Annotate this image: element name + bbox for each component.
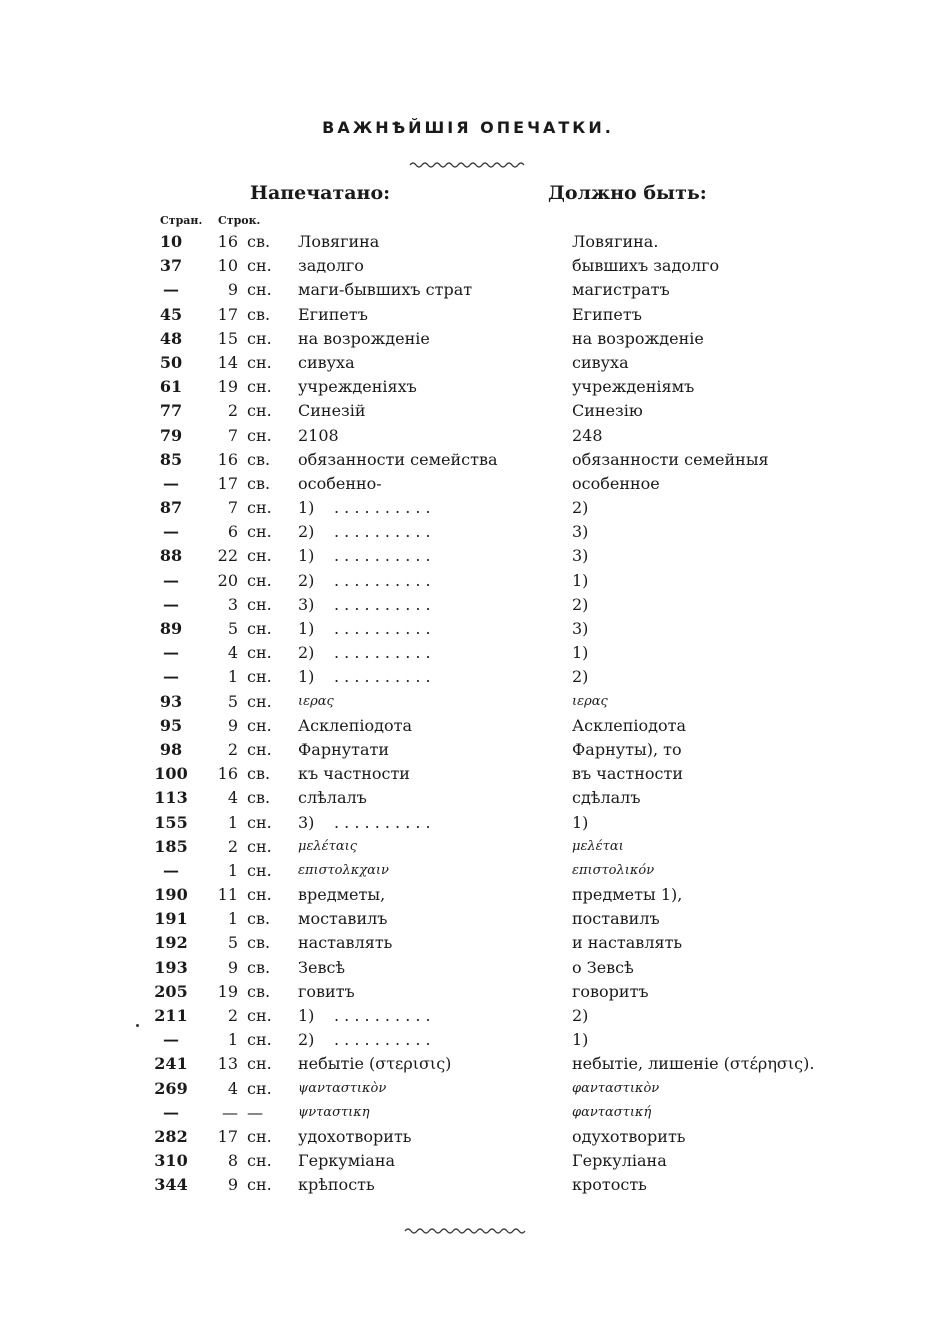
line-direction: — [247, 1102, 263, 1122]
page-number: 50 [159, 352, 183, 372]
table-row [0, 956, 936, 980]
page-number: — [163, 860, 179, 880]
line-column-header: Строк. [218, 214, 261, 227]
printed-text: 3) [298, 812, 315, 832]
line-direction: сн. [247, 1175, 272, 1195]
line-number: 6 [227, 522, 238, 542]
line-number: 7 [227, 425, 238, 445]
line-direction: сн. [247, 377, 272, 397]
page-number: 282 [154, 1126, 188, 1146]
table-row [0, 351, 936, 375]
printed-text: 3) [298, 594, 315, 614]
line-number: 9 [227, 1175, 238, 1195]
line-number: 5 [227, 933, 238, 953]
correct-text: 2) [572, 594, 589, 614]
line-direction: сн. [247, 425, 272, 445]
line-direction: сн. [247, 667, 272, 687]
line-number: 2 [227, 739, 238, 759]
line-number: 1 [227, 909, 238, 929]
table-row [0, 786, 936, 810]
page-number: — [163, 667, 179, 687]
correct-text: Ловягина. [572, 232, 659, 251]
correct-text: 248 [572, 425, 603, 445]
printed-text: задолго [298, 256, 364, 276]
line-direction: сн. [247, 691, 272, 711]
page-number: 211 [154, 1006, 188, 1025]
line-direction: св. [247, 933, 271, 953]
printed-text: 1) [298, 498, 315, 518]
correct-text: 3) [572, 522, 589, 542]
correct-text: επιστολικόν [572, 862, 655, 878]
line-number: 3 [227, 594, 238, 614]
page-number: 241 [154, 1054, 188, 1074]
line-number: 4 [227, 1078, 238, 1098]
table-row [0, 617, 936, 641]
printed-text: Синезій [298, 401, 366, 421]
printed-text: 1) [298, 1006, 315, 1025]
line-number: 10 [217, 256, 238, 276]
line-number: 2 [227, 836, 238, 856]
line-direction: сн. [247, 836, 272, 856]
correct-text: въ частности [572, 764, 683, 784]
printed-text: наставлять [298, 933, 393, 953]
table-row [0, 1173, 936, 1197]
page-title: ВАЖНѢЙШІЯ ОПЕЧАТКИ. [322, 118, 614, 137]
correct-text: и наставлять [572, 933, 683, 953]
table-row [0, 569, 936, 593]
printed-text: 2) [298, 1030, 315, 1050]
printed-text: моставилъ [298, 909, 388, 929]
printed-text: учрежденіяхъ [298, 377, 417, 397]
printed-text: говитъ [298, 981, 355, 1001]
line-direction: сн. [247, 1030, 272, 1050]
table-row [0, 641, 936, 665]
correct-text: сивуха [572, 352, 629, 372]
line-direction: сн. [247, 1006, 272, 1025]
correct-text: 2) [572, 667, 589, 687]
line-direction: сн. [247, 619, 272, 638]
dot-leader: . . . . . . . . . . [334, 643, 431, 663]
dot-leader: . . . . . . . . . . [334, 498, 431, 518]
table-row [0, 1149, 936, 1173]
page-number: 79 [159, 425, 183, 445]
table-row [0, 811, 936, 835]
line-number: 16 [217, 764, 238, 784]
dot-leader: . . . . . . . . . . [334, 1030, 431, 1050]
line-number: 15 [217, 328, 238, 348]
printed-text: ψανταστικὸν [298, 1080, 387, 1096]
printed-text: вредметы, [298, 885, 386, 905]
line-direction: сн. [247, 401, 272, 421]
correct-text: на возрожденіе [572, 328, 704, 348]
dot-leader: . . . . . . . . . . [334, 546, 431, 566]
page-number: 89 [159, 619, 183, 638]
table-row [0, 424, 936, 448]
printed-text: небытіе (στερισις) [298, 1054, 452, 1074]
page-number: 205 [154, 981, 188, 1001]
line-direction: сн. [247, 812, 272, 832]
line-direction: сн. [247, 594, 272, 614]
line-number: 1 [227, 1030, 238, 1050]
line-direction: сн. [247, 256, 272, 276]
page-number: — [163, 570, 179, 590]
table-row [0, 738, 936, 762]
printed-text: особенно- [298, 473, 382, 493]
line-direction: сн. [247, 1126, 272, 1146]
line-direction: сн. [247, 546, 272, 566]
line-direction: сн. [247, 352, 272, 372]
dot-leader: . . . . . . . . . . [334, 1006, 431, 1025]
table-row [0, 496, 936, 520]
printed-column-header: Напечатано: [250, 182, 391, 204]
printed-text: 2) [298, 643, 315, 663]
page-number: 190 [154, 885, 188, 905]
correct-text: особенное [572, 473, 660, 493]
line-number: 2 [227, 1006, 238, 1025]
page-number: — [163, 594, 179, 614]
correct-text: 1) [572, 1030, 589, 1050]
page-number: 37 [159, 256, 183, 276]
line-direction: сн. [247, 1078, 272, 1098]
line-number: 17 [217, 473, 238, 493]
correct-text: 1) [572, 812, 589, 832]
line-direction: сн. [247, 280, 272, 300]
table-row [0, 883, 936, 907]
page-number: 88 [159, 546, 183, 566]
page-number: — [163, 643, 179, 663]
line-direction: сн. [247, 860, 272, 880]
line-number: 4 [227, 788, 238, 808]
should-be-column-header: Должно быть: [548, 182, 707, 204]
page-number: 93 [159, 691, 183, 711]
page-number: 61 [159, 377, 183, 397]
correct-text: Синезію [572, 401, 643, 421]
line-direction: сн. [247, 1151, 272, 1171]
correct-text: говоритъ [572, 981, 649, 1001]
dot-leader: . . . . . . . . . . [334, 667, 431, 687]
table-row [0, 907, 936, 931]
line-direction: св. [247, 232, 271, 251]
table-row [0, 690, 936, 714]
correct-text: бывшихъ задолго [572, 256, 720, 276]
line-direction: св. [247, 449, 271, 469]
stray-mark [136, 1024, 139, 1027]
line-direction: сн. [247, 498, 272, 518]
correct-text: 1) [572, 643, 589, 663]
printed-text: Фарнутати [298, 739, 390, 759]
line-direction: сн. [247, 1054, 272, 1074]
printed-text: Ловягина [298, 232, 380, 251]
line-number: 1 [227, 812, 238, 832]
page-number: — [163, 522, 179, 542]
line-number: 14 [217, 352, 238, 372]
line-number: 16 [217, 449, 238, 469]
printed-text: слѣлалъ [298, 788, 367, 808]
line-direction: сн. [247, 643, 272, 663]
line-number: 1 [227, 860, 238, 880]
line-direction: св. [247, 473, 271, 493]
line-direction: сн. [247, 328, 272, 348]
correct-text: о Зевсѣ [572, 957, 634, 977]
printed-text: ιερας [298, 693, 334, 709]
dot-leader: . . . . . . . . . . [334, 594, 431, 614]
line-direction: св. [247, 957, 271, 977]
line-number: 2 [227, 401, 238, 421]
table-row [0, 399, 936, 423]
table-row [0, 278, 936, 302]
table-row [0, 327, 936, 351]
printed-text: 1) [298, 546, 315, 566]
table-row [0, 303, 936, 327]
table-row [0, 665, 936, 689]
correct-text: μελέται [572, 838, 624, 854]
line-number: — [222, 1102, 238, 1122]
page-number: 344 [154, 1175, 188, 1195]
printed-text: крѣпость [298, 1175, 375, 1195]
line-number: 19 [217, 981, 238, 1001]
page-number: 193 [154, 957, 188, 977]
correct-text: учрежденіямъ [572, 377, 695, 397]
line-number: 7 [227, 498, 238, 518]
page-number: — [163, 473, 179, 493]
table-row [0, 448, 936, 472]
table-row [0, 544, 936, 568]
line-number: 22 [217, 546, 238, 566]
line-direction: св. [247, 764, 271, 784]
page-number: 191 [154, 909, 188, 929]
line-number: 16 [217, 232, 238, 251]
ornament-divider-bottom [0, 1221, 936, 1240]
table-row [0, 1077, 936, 1101]
page-number: 192 [154, 933, 188, 953]
line-number: 4 [227, 643, 238, 663]
printed-text: сивуха [298, 352, 355, 372]
printed-text: къ частности [298, 764, 410, 784]
printed-text: 2108 [298, 425, 339, 445]
table-row [0, 254, 936, 278]
page-number: 87 [159, 498, 183, 518]
printed-text: Зевсѣ [298, 957, 346, 977]
correct-text: ιερας [572, 693, 608, 709]
errata-table [0, 230, 936, 1198]
line-direction: сн. [247, 522, 272, 542]
correct-text: кротость [572, 1175, 647, 1195]
printed-text: удохотворить [298, 1126, 412, 1146]
table-row [0, 593, 936, 617]
printed-text: επιστολκχαιν [298, 862, 389, 878]
page-column-header: Стран. [160, 214, 203, 227]
page-number: 48 [159, 328, 183, 348]
page-number: 10 [159, 232, 183, 251]
line-direction: сн. [247, 885, 272, 905]
correct-text: одухотворить [572, 1126, 686, 1146]
line-direction: св. [247, 788, 271, 808]
printed-text: Геркуміана [298, 1151, 396, 1171]
table-row [0, 835, 936, 859]
printed-text: Асклепіодота [298, 715, 412, 735]
line-number: 9 [227, 957, 238, 977]
line-number: 8 [227, 1151, 238, 1171]
line-number: 11 [217, 885, 238, 905]
page-number: 98 [159, 739, 183, 759]
line-direction: св. [247, 909, 271, 929]
printed-text: на возрожденіе [298, 328, 430, 348]
line-number: 20 [217, 570, 238, 590]
line-number: 19 [217, 377, 238, 397]
correct-text: предметы 1), [572, 885, 683, 905]
page-number: 185 [154, 836, 188, 856]
correct-text: φανταστική [572, 1104, 652, 1120]
printed-text: 1) [298, 667, 315, 687]
table-row [0, 931, 936, 955]
line-number: 13 [217, 1054, 238, 1074]
correct-text: 3) [572, 619, 589, 638]
dot-leader: . . . . . . . . . . [334, 619, 431, 638]
table-row [0, 1101, 936, 1125]
page-number: — [163, 280, 179, 300]
correct-text: Асклепіодота [572, 715, 686, 735]
table-row [0, 375, 936, 399]
table-row [0, 1028, 936, 1052]
page-number: — [163, 1030, 179, 1050]
line-direction: св. [247, 981, 271, 1001]
correct-text: поставилъ [572, 909, 660, 929]
printed-text: 2) [298, 570, 315, 590]
ornament-divider-top [0, 154, 936, 173]
page-number: 95 [159, 715, 183, 735]
page-number: 85 [159, 449, 183, 469]
page-number: 77 [159, 401, 183, 421]
line-direction: сн. [247, 715, 272, 735]
line-number: 1 [227, 667, 238, 687]
table-row [0, 472, 936, 496]
dot-leader: . . . . . . . . . . [334, 522, 431, 542]
line-number: 5 [227, 619, 238, 638]
correct-text: 3) [572, 546, 589, 566]
correct-text: Египетъ [572, 304, 642, 324]
page-number: 269 [154, 1078, 188, 1098]
table-row [0, 1052, 936, 1076]
table-row [0, 1125, 936, 1149]
correct-text: небытіе, лишеніе (στέρησις). [572, 1054, 815, 1074]
correct-text: сдѣлалъ [572, 788, 641, 808]
table-row [0, 1004, 936, 1028]
line-number: 9 [227, 715, 238, 735]
correct-text: φανταστικὸν [572, 1080, 660, 1096]
page-number: 155 [154, 812, 188, 832]
printed-text: Египетъ [298, 304, 368, 324]
dot-leader: . . . . . . . . . . [334, 812, 431, 832]
table-row [0, 520, 936, 544]
page-number: 113 [154, 788, 188, 808]
line-number: 17 [217, 1126, 238, 1146]
printed-text: маги-бывшихъ страт [298, 280, 473, 300]
page-number: — [163, 1102, 179, 1122]
printed-text: 1) [298, 619, 315, 638]
table-row [0, 714, 936, 738]
correct-text: обязанности семейныя [572, 449, 769, 469]
correct-text: 2) [572, 1006, 589, 1025]
line-number: 9 [227, 280, 238, 300]
line-direction: св. [247, 304, 271, 324]
printed-text: обязанности семейства [298, 449, 498, 469]
line-direction: сн. [247, 570, 272, 590]
correct-text: магистратъ [572, 280, 670, 300]
page-number: 45 [159, 304, 183, 324]
page-number: 310 [154, 1151, 188, 1171]
correct-text: Фарнуты), то [572, 739, 682, 759]
line-number: 5 [227, 691, 238, 711]
correct-text: Геркуліана [572, 1151, 667, 1171]
table-row [0, 980, 936, 1004]
correct-text: 2) [572, 498, 589, 518]
table-row [0, 859, 936, 883]
correct-text: 1) [572, 570, 589, 590]
dot-leader: . . . . . . . . . . [334, 570, 431, 590]
line-number: 17 [217, 304, 238, 324]
page-number: 100 [154, 764, 188, 784]
table-row [0, 230, 936, 254]
printed-text: μελέταις [298, 838, 357, 854]
printed-text: ψνταστικη [298, 1104, 370, 1120]
line-direction: сн. [247, 739, 272, 759]
printed-text: 2) [298, 522, 315, 542]
table-row [0, 762, 936, 786]
